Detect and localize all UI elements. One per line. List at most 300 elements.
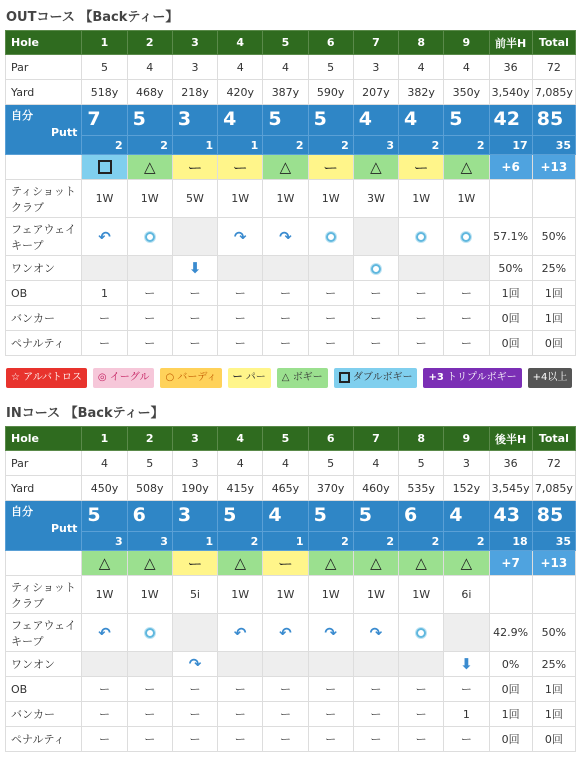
- hole-header: 2: [127, 31, 172, 55]
- out-course-title: OUTコース 【Backティー】: [6, 10, 179, 25]
- ob-row-cell: ー: [218, 281, 263, 306]
- penalty-row-cell: ー: [399, 727, 444, 752]
- one-on-cell: [399, 652, 444, 677]
- ob-row-cell: ー: [444, 677, 489, 702]
- one-on-row: [6, 256, 576, 281]
- self-score-row: [6, 105, 576, 136]
- par-row-cell: 3: [444, 451, 489, 476]
- one-on-cell: [127, 256, 172, 281]
- bunker-row-cell: ー: [218, 702, 263, 727]
- penalty-row-cell: ー: [127, 331, 172, 356]
- score-cell: 4: [444, 501, 489, 532]
- bunker-row-label: バンカー: [6, 306, 82, 331]
- score-cell: 5: [127, 105, 172, 136]
- header-row: [6, 427, 576, 451]
- tee-club-cell: [489, 180, 532, 218]
- ob-row-cell: ー: [353, 281, 398, 306]
- fairway-center-icon: [145, 628, 155, 638]
- result-cell: △: [444, 155, 489, 180]
- hole-header: 後半H: [489, 427, 532, 451]
- putt-cell: 1: [218, 136, 263, 155]
- fairway-cell: [399, 218, 444, 256]
- score-cell: 5: [353, 501, 398, 532]
- fairway-cell: [263, 218, 308, 256]
- fairway-cell: [127, 614, 172, 652]
- par-row-cell: 5: [127, 451, 172, 476]
- in-course-title: INコース 【Backティー】: [6, 406, 164, 421]
- putt-cell: 18: [489, 532, 532, 551]
- one-on-cell: [263, 256, 308, 281]
- tee-club-cell: 1W: [218, 576, 263, 614]
- bunker-row-cell: ー: [353, 306, 398, 331]
- par-row-cell: 3: [353, 55, 398, 80]
- bunker-row-cell: 1: [444, 702, 489, 727]
- bunker-row: [6, 702, 576, 727]
- one-on-label: ワンオン: [6, 652, 82, 677]
- ob-row-cell: ー: [263, 281, 308, 306]
- fairway-center-icon: [416, 628, 426, 638]
- result-cell: △: [127, 155, 172, 180]
- hole-header: 4: [218, 31, 263, 55]
- putt-cell: 1: [263, 532, 308, 551]
- curve-right-arrow-icon: ↷: [279, 227, 292, 246]
- fairway-cell: 50%: [532, 218, 575, 256]
- penalty-row-cell: ー: [308, 727, 353, 752]
- square-icon: [339, 372, 350, 383]
- result-label: [6, 155, 82, 180]
- result-cell: △: [218, 551, 263, 576]
- fairway-cell: 50%: [532, 614, 575, 652]
- self-label: 自分 Putt: [6, 501, 82, 551]
- yard-row-cell: 207y: [353, 80, 398, 105]
- ob-row-cell: 1: [82, 281, 127, 306]
- fairway-row: [6, 614, 576, 652]
- hole-header: 3: [172, 31, 217, 55]
- tee-club-cell: 1W: [263, 576, 308, 614]
- result-cell: ー: [172, 155, 217, 180]
- penalty-row-cell: ー: [218, 331, 263, 356]
- header-row: [6, 31, 576, 55]
- fairway-center-icon: [145, 232, 155, 242]
- yard-row-cell: 350y: [444, 80, 489, 105]
- hole-label: Hole: [6, 427, 82, 451]
- hole-header: 8: [399, 31, 444, 55]
- penalty-row-cell: 0回: [532, 727, 575, 752]
- bunker-row-cell: 1回: [489, 702, 532, 727]
- par-row: [6, 55, 576, 80]
- fairway-cell: [218, 614, 263, 652]
- bunker-row-cell: ー: [127, 306, 172, 331]
- hole-header: 2: [127, 427, 172, 451]
- penalty-row-cell: ー: [127, 727, 172, 752]
- yard-row-cell: 465y: [263, 476, 308, 501]
- par-row-cell: 4: [263, 55, 308, 80]
- one-on-cell: [353, 652, 398, 677]
- bunker-row-cell: ー: [308, 306, 353, 331]
- bunker-row-cell: ー: [399, 702, 444, 727]
- ob-row-cell: ー: [127, 281, 172, 306]
- bunker-row-cell: ー: [399, 306, 444, 331]
- double-bogey-square-icon: [98, 160, 112, 174]
- par-row-cell: 5: [308, 55, 353, 80]
- yard-row-cell: 190y: [172, 476, 217, 501]
- ob-row-cell: ー: [172, 677, 217, 702]
- bunker-row-cell: ー: [172, 306, 217, 331]
- par-row-cell: 72: [532, 55, 575, 80]
- down-arrow-icon: ⬇: [188, 259, 202, 277]
- curve-left-arrow-icon: ↶: [98, 227, 111, 246]
- yard-row-cell: 535y: [399, 476, 444, 501]
- tee-club-cell: 6i: [444, 576, 489, 614]
- penalty-row-cell: 0回: [532, 331, 575, 356]
- putt-cell: 1: [172, 532, 217, 551]
- ob-row-cell: ー: [263, 677, 308, 702]
- one-on-cell: 25%: [532, 256, 575, 281]
- yard-row-cell: 382y: [399, 80, 444, 105]
- one-on-cell: [399, 256, 444, 281]
- par-row-cell: 4: [399, 55, 444, 80]
- penalty-row-cell: ー: [399, 331, 444, 356]
- fairway-cell: [353, 614, 398, 652]
- par-row-cell: 5: [399, 451, 444, 476]
- curve-left-arrow-icon: ↶: [233, 623, 247, 642]
- bunker-row-cell: ー: [353, 702, 398, 727]
- par-row-cell: 36: [489, 451, 532, 476]
- legend-par: ー パー: [228, 368, 271, 388]
- tee-club-cell: 1W: [353, 576, 398, 614]
- fairway-center-icon: [461, 232, 471, 242]
- result-cell: ー: [218, 155, 263, 180]
- par-row-cell: 4: [82, 451, 127, 476]
- penalty-row-label: ペナルティ: [6, 727, 82, 752]
- one-on-row: [6, 652, 576, 677]
- putt-cell: 2: [399, 136, 444, 155]
- result-cell: ー: [308, 155, 353, 180]
- curve-right-arrow-icon: ↷: [324, 623, 337, 642]
- hole-header: 3: [172, 427, 217, 451]
- one-on-cell: 50%: [489, 256, 532, 281]
- putt-cell: 17: [489, 136, 532, 155]
- yard-row-cell: 7,085y: [532, 476, 575, 501]
- result-row: [6, 551, 576, 576]
- curve-right-arrow-icon: ↷: [233, 227, 247, 246]
- par-row-cell: 4: [353, 451, 398, 476]
- one-on-cell: [308, 256, 353, 281]
- fairway-center-icon: [326, 232, 336, 242]
- ob-row-cell: ー: [308, 281, 353, 306]
- yard-row-cell: 508y: [127, 476, 172, 501]
- par-row-cell: 3: [172, 55, 217, 80]
- bunker-row-cell: ー: [218, 306, 263, 331]
- yard-row-cell: 518y: [82, 80, 127, 105]
- penalty-row-cell: ー: [218, 727, 263, 752]
- yard-row-cell: 468y: [127, 80, 172, 105]
- putt-cell: 2: [218, 532, 263, 551]
- in-scorecard: [5, 426, 576, 752]
- par-row-cell: 72: [532, 451, 575, 476]
- one-on-cell: [218, 256, 263, 281]
- one-on-cell: 25%: [532, 652, 575, 677]
- score-cell: 4: [399, 105, 444, 136]
- score-cell: 7: [82, 105, 127, 136]
- hole-header: 5: [263, 31, 308, 55]
- hole-header: 4: [218, 427, 263, 451]
- yard-row-cell: 3,545y: [489, 476, 532, 501]
- one-on-cell: [82, 652, 127, 677]
- fairway-cell: [82, 614, 127, 652]
- tee-club-cell: [532, 576, 575, 614]
- penalty-row: [6, 727, 576, 752]
- par-row-cell: 5: [82, 55, 127, 80]
- fairway-cell: [172, 614, 217, 652]
- fairway-label: フェアウェイ キープ: [6, 218, 82, 256]
- bunker-row: [6, 306, 576, 331]
- yard-row: [6, 80, 576, 105]
- penalty-row-cell: ー: [263, 727, 308, 752]
- fairway-cell: [399, 614, 444, 652]
- par-row-cell: 4: [444, 55, 489, 80]
- curve-left-arrow-icon: ↶: [98, 623, 111, 642]
- par-row-label: Par: [6, 451, 82, 476]
- bunker-row-cell: ー: [263, 702, 308, 727]
- penalty-row-cell: ー: [444, 331, 489, 356]
- tee-club-cell: 1W: [399, 180, 444, 218]
- bunker-row-cell: ー: [127, 702, 172, 727]
- score-cell: 6: [127, 501, 172, 532]
- penalty-row-cell: ー: [353, 331, 398, 356]
- ob-row: [6, 281, 576, 306]
- tee-club-cell: 5i: [172, 576, 217, 614]
- tee-club-cell: 1W: [127, 180, 172, 218]
- yard-row-cell: 3,540y: [489, 80, 532, 105]
- fairway-cell: [444, 218, 489, 256]
- ob-row-cell: 1回: [489, 281, 532, 306]
- ob-row-label: OB: [6, 281, 82, 306]
- yard-row-cell: 415y: [218, 476, 263, 501]
- result-cell: △: [353, 551, 398, 576]
- putt-cell: 2: [353, 532, 398, 551]
- par-row-cell: 4: [263, 451, 308, 476]
- putt-cell: 2: [263, 136, 308, 155]
- one-on-cell: 0%: [489, 652, 532, 677]
- yard-row-cell: 590y: [308, 80, 353, 105]
- fairway-cell: 42.9%: [489, 614, 532, 652]
- tee-club-cell: 1W: [308, 576, 353, 614]
- score-cell: 4: [353, 105, 398, 136]
- yard-row-cell: 7,085y: [532, 80, 575, 105]
- score-legend: [6, 368, 580, 388]
- putt-cell: 2: [82, 136, 127, 155]
- putt-cell: 3: [82, 532, 127, 551]
- hole-header: 7: [353, 427, 398, 451]
- yard-row: [6, 476, 576, 501]
- legend-four-plus: +4以上: [528, 368, 573, 388]
- penalty-row-cell: ー: [308, 331, 353, 356]
- score-cell: 5: [444, 105, 489, 136]
- score-cell: 5: [308, 501, 353, 532]
- result-cell: △: [399, 551, 444, 576]
- ob-row-cell: ー: [399, 677, 444, 702]
- tee-club-cell: 5W: [172, 180, 217, 218]
- penalty-row-label: ペナルティ: [6, 331, 82, 356]
- score-cell: 5: [218, 501, 263, 532]
- ob-row-cell: ー: [308, 677, 353, 702]
- legend-bogey: △ ボギー: [277, 368, 328, 388]
- score-cell: 4: [218, 105, 263, 136]
- ob-row-cell: 1回: [532, 677, 575, 702]
- legend-birdie: ○ バーディ: [160, 368, 221, 388]
- score-cell: 43: [489, 501, 532, 532]
- par-row-cell: 4: [218, 451, 263, 476]
- yard-row-cell: 450y: [82, 476, 127, 501]
- hole-header: 1: [82, 427, 127, 451]
- fairway-cell: [308, 218, 353, 256]
- fairway-cell: 57.1%: [489, 218, 532, 256]
- putt-cell: 2: [399, 532, 444, 551]
- yard-row-label: Yard: [6, 80, 82, 105]
- result-cell: +13: [532, 155, 575, 180]
- legend-albatross: ☆ アルバトロス: [6, 368, 87, 388]
- fairway-cell: [127, 218, 172, 256]
- one-on-cell: [172, 652, 217, 677]
- result-cell: ー: [399, 155, 444, 180]
- putt-cell: 2: [444, 136, 489, 155]
- bunker-row-label: バンカー: [6, 702, 82, 727]
- score-cell: 5: [82, 501, 127, 532]
- tee-club-cell: [532, 180, 575, 218]
- fairway-cell: [82, 218, 127, 256]
- bunker-row-cell: 0回: [489, 306, 532, 331]
- tee-club-cell: 1W: [444, 180, 489, 218]
- bunker-row-cell: ー: [172, 702, 217, 727]
- score-cell: 3: [172, 501, 217, 532]
- hole-header: 5: [263, 427, 308, 451]
- putt-row: [6, 136, 576, 155]
- result-cell: ー: [263, 551, 308, 576]
- putt-label: Putt: [50, 522, 78, 535]
- putt-cell: 3: [353, 136, 398, 155]
- fairway-center-icon: [371, 264, 381, 274]
- yard-row-cell: 460y: [353, 476, 398, 501]
- tee-club-cell: 1W: [308, 180, 353, 218]
- tee-club-cell: 1W: [218, 180, 263, 218]
- fairway-center-icon: [416, 232, 426, 242]
- tee-club-cell: 1W: [82, 180, 127, 218]
- result-cell: +7: [489, 551, 532, 576]
- fairway-cell: [353, 218, 398, 256]
- yard-row-cell: 370y: [308, 476, 353, 501]
- result-cell: [82, 155, 127, 180]
- bunker-row-cell: 1回: [532, 702, 575, 727]
- result-cell: +6: [489, 155, 532, 180]
- score-cell: 4: [263, 501, 308, 532]
- penalty-row-cell: ー: [263, 331, 308, 356]
- ob-row-cell: ー: [399, 281, 444, 306]
- tee-club-cell: [489, 576, 532, 614]
- fairway-cell: [444, 614, 489, 652]
- hole-label: Hole: [6, 31, 82, 55]
- putt-cell: 1: [172, 136, 217, 155]
- one-on-label: ワンオン: [6, 256, 82, 281]
- putt-cell: 2: [444, 532, 489, 551]
- one-on-cell: [172, 256, 217, 281]
- tee-club-label: ティショット クラブ: [6, 576, 82, 614]
- bunker-row-cell: ー: [82, 306, 127, 331]
- score-cell: 3: [172, 105, 217, 136]
- result-label: [6, 551, 82, 576]
- curve-right-arrow-icon: ↷: [188, 655, 202, 673]
- out-scorecard: [5, 30, 576, 356]
- tee-club-row: [6, 180, 576, 218]
- ob-row-cell: ー: [218, 677, 263, 702]
- score-cell: 5: [263, 105, 308, 136]
- result-cell: △: [444, 551, 489, 576]
- penalty-row-cell: 0回: [489, 331, 532, 356]
- ob-row-cell: 0回: [489, 677, 532, 702]
- result-cell: △: [127, 551, 172, 576]
- penalty-row-cell: ー: [353, 727, 398, 752]
- penalty-row-cell: ー: [82, 727, 127, 752]
- ob-row-cell: ー: [444, 281, 489, 306]
- penalty-row-cell: ー: [82, 331, 127, 356]
- one-on-cell: [444, 256, 489, 281]
- hole-header: 9: [444, 31, 489, 55]
- hole-header: 前半H: [489, 31, 532, 55]
- fairway-cell: [263, 614, 308, 652]
- legend-triple-bogey: +3 トリプルボギー: [423, 368, 521, 388]
- legend-double-bogey: ダブルボギー: [334, 368, 418, 388]
- ob-row-cell: ー: [353, 677, 398, 702]
- result-cell: △: [263, 155, 308, 180]
- down-arrow-icon: ⬇: [460, 655, 473, 673]
- tee-club-cell: 1W: [399, 576, 444, 614]
- one-on-cell: [218, 652, 263, 677]
- result-cell: △: [82, 551, 127, 576]
- yard-row-cell: 387y: [263, 80, 308, 105]
- putt-cell: 35: [532, 136, 575, 155]
- result-row: [6, 155, 576, 180]
- par-row-cell: 36: [489, 55, 532, 80]
- self-score-row: [6, 501, 576, 532]
- fairway-row: [6, 218, 576, 256]
- hole-header: 7: [353, 31, 398, 55]
- one-on-cell: [82, 256, 127, 281]
- hole-header: Total: [532, 427, 575, 451]
- ob-row-label: OB: [6, 677, 82, 702]
- one-on-cell: [444, 652, 489, 677]
- one-on-cell: [353, 256, 398, 281]
- par-row-cell: 3: [172, 451, 217, 476]
- bunker-row-cell: ー: [444, 306, 489, 331]
- putt-label: Putt: [50, 126, 78, 139]
- yard-row-label: Yard: [6, 476, 82, 501]
- putt-cell: 2: [127, 136, 172, 155]
- bunker-row-cell: ー: [82, 702, 127, 727]
- score-cell: 85: [532, 105, 575, 136]
- penalty-row-cell: ー: [444, 727, 489, 752]
- fairway-cell: [218, 218, 263, 256]
- tee-club-row: [6, 576, 576, 614]
- tee-club-cell: 1W: [263, 180, 308, 218]
- score-cell: 85: [532, 501, 575, 532]
- penalty-row-cell: ー: [172, 727, 217, 752]
- ob-row-cell: ー: [82, 677, 127, 702]
- yard-row-cell: 218y: [172, 80, 217, 105]
- hole-header: 1: [82, 31, 127, 55]
- hole-header: Total: [532, 31, 575, 55]
- ob-row-cell: ー: [127, 677, 172, 702]
- par-row-cell: 5: [308, 451, 353, 476]
